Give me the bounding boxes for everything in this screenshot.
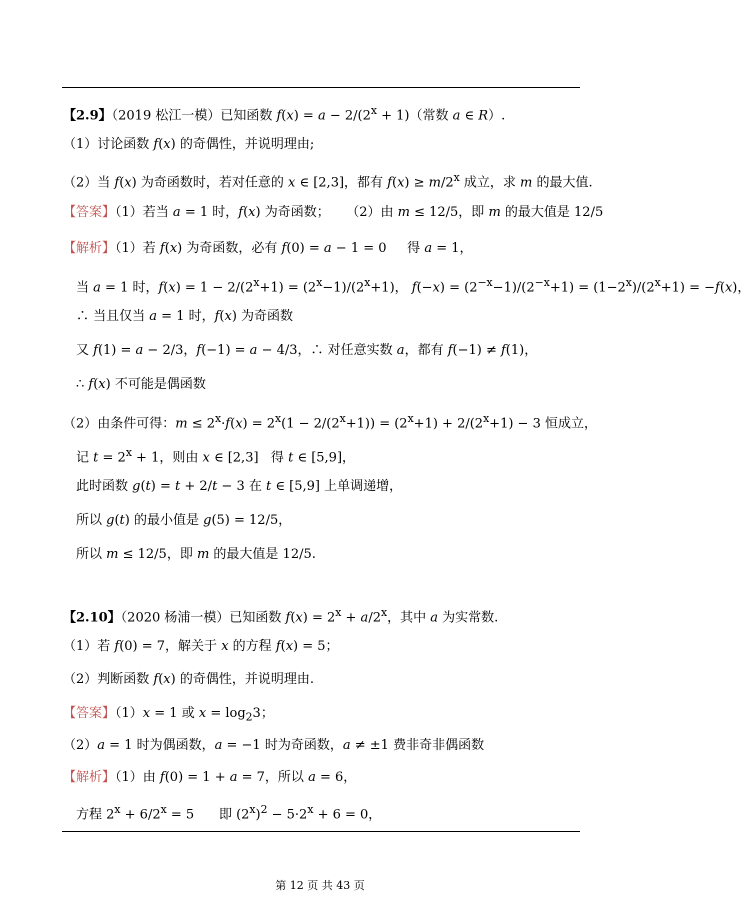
text-line-9: ∴ f(x) 不可能是偶函数	[76, 377, 206, 392]
text-line-8: 又 f(1) = a − 2/3，f(−1) = a − 4/3，∴ 对任意实数 a，都有 f(−1) ≠ f(1)，	[76, 343, 538, 358]
text-line-18: 【答案】（1）x = 1 或 $x = \log_23$；	[63, 706, 274, 724]
text-line-5: 【解析】（1）若 f(x) 为奇函数，必有 f(0) = a − 1 = 0 得 a = 1，	[63, 241, 473, 256]
text-line-1: 【2.9】（2019 松江一模）已知函数 $f(x) = a - 2/(2^x + 1)$（常数 a ∈ R）.	[63, 104, 506, 124]
text-line-3: （2）当 f(x) 为奇函数时，若对任意的 x ∈ [2,3]，都有 $f(x) \ge m/2^x$ 成立，求 m 的最大值.	[63, 171, 593, 191]
text-line-15: 【2.10】（2020 杨浦一模）已知函数 $f(x) = 2^x + a/2^x$，其中 a 为实常数.	[63, 606, 499, 626]
text-line-21: 方程 $2^x + 6/2^x = 5$ 即 $(2^x)^2 - 5\cdot 2^x + 6 = 0$，	[76, 803, 382, 823]
text-line-2: （1）讨论函数 f(x) 的奇偶性，并说明理由;	[63, 137, 315, 152]
text-line-10: （2）由条件可得：$m \le 2^x\cdot f(x) = 2^x(1 - 2/(2^x+1)) = (2^x+1) + 2/(2^x+1) - 3$ 恒成立，	[63, 412, 597, 432]
text-line-14: 所以 m ≤ 12/5，即 m 的最大值是 12/5.	[76, 547, 316, 562]
text-line-6: 当 a = 1 时，$f(x) = 1 - 2/(2^x+1) = (2^x-1)/(2^x+1)$， $f(-x) = (2^{-x}-1)/(2^{-x}+1) = (1-2^x)/(2^x+1) = -f(x)$，	[76, 276, 750, 296]
text-line-17: （2）判断函数 f(x) 的奇偶性，并说明理由.	[63, 672, 314, 687]
text-line-13: 所以 g(t) 的最小值是 g(5) = 12/5，	[76, 513, 292, 528]
text-line-4: 【答案】（1）若当 a = 1 时，f(x) 为奇函数； （2）由 m ≤ 12/5，即 m 的最大值是 12/5	[63, 205, 604, 220]
text-line-19: （2）a = 1 时为偶函数，a = −1 时为奇函数，a ≠ ±1 费非奇非偶函数	[63, 738, 485, 753]
page-footer: 第 12 页 共 43 页	[275, 879, 365, 892]
text-line-12: 此时函数 g(t) = t + 2/t − 3 在 t ∈ [5,9] 上单调递增，	[76, 479, 403, 494]
bottom-rule	[62, 831, 580, 832]
text-line-20: 【解析】（1）由 f(0) = 1 + a = 7，所以 a = 6，	[63, 770, 357, 785]
text-line-11: 记 $t = 2^x + 1$，则由 x ∈ [2,3] 得 t ∈ [5,9]，	[76, 446, 356, 466]
text-line-16: （1）若 f(0) = 7，解关于 x 的方程 f(x) = 5；	[63, 639, 339, 654]
top-rule	[62, 87, 580, 88]
text-line-7: ∴ 当且仅当 a = 1 时，f(x) 为奇函数	[76, 309, 294, 324]
